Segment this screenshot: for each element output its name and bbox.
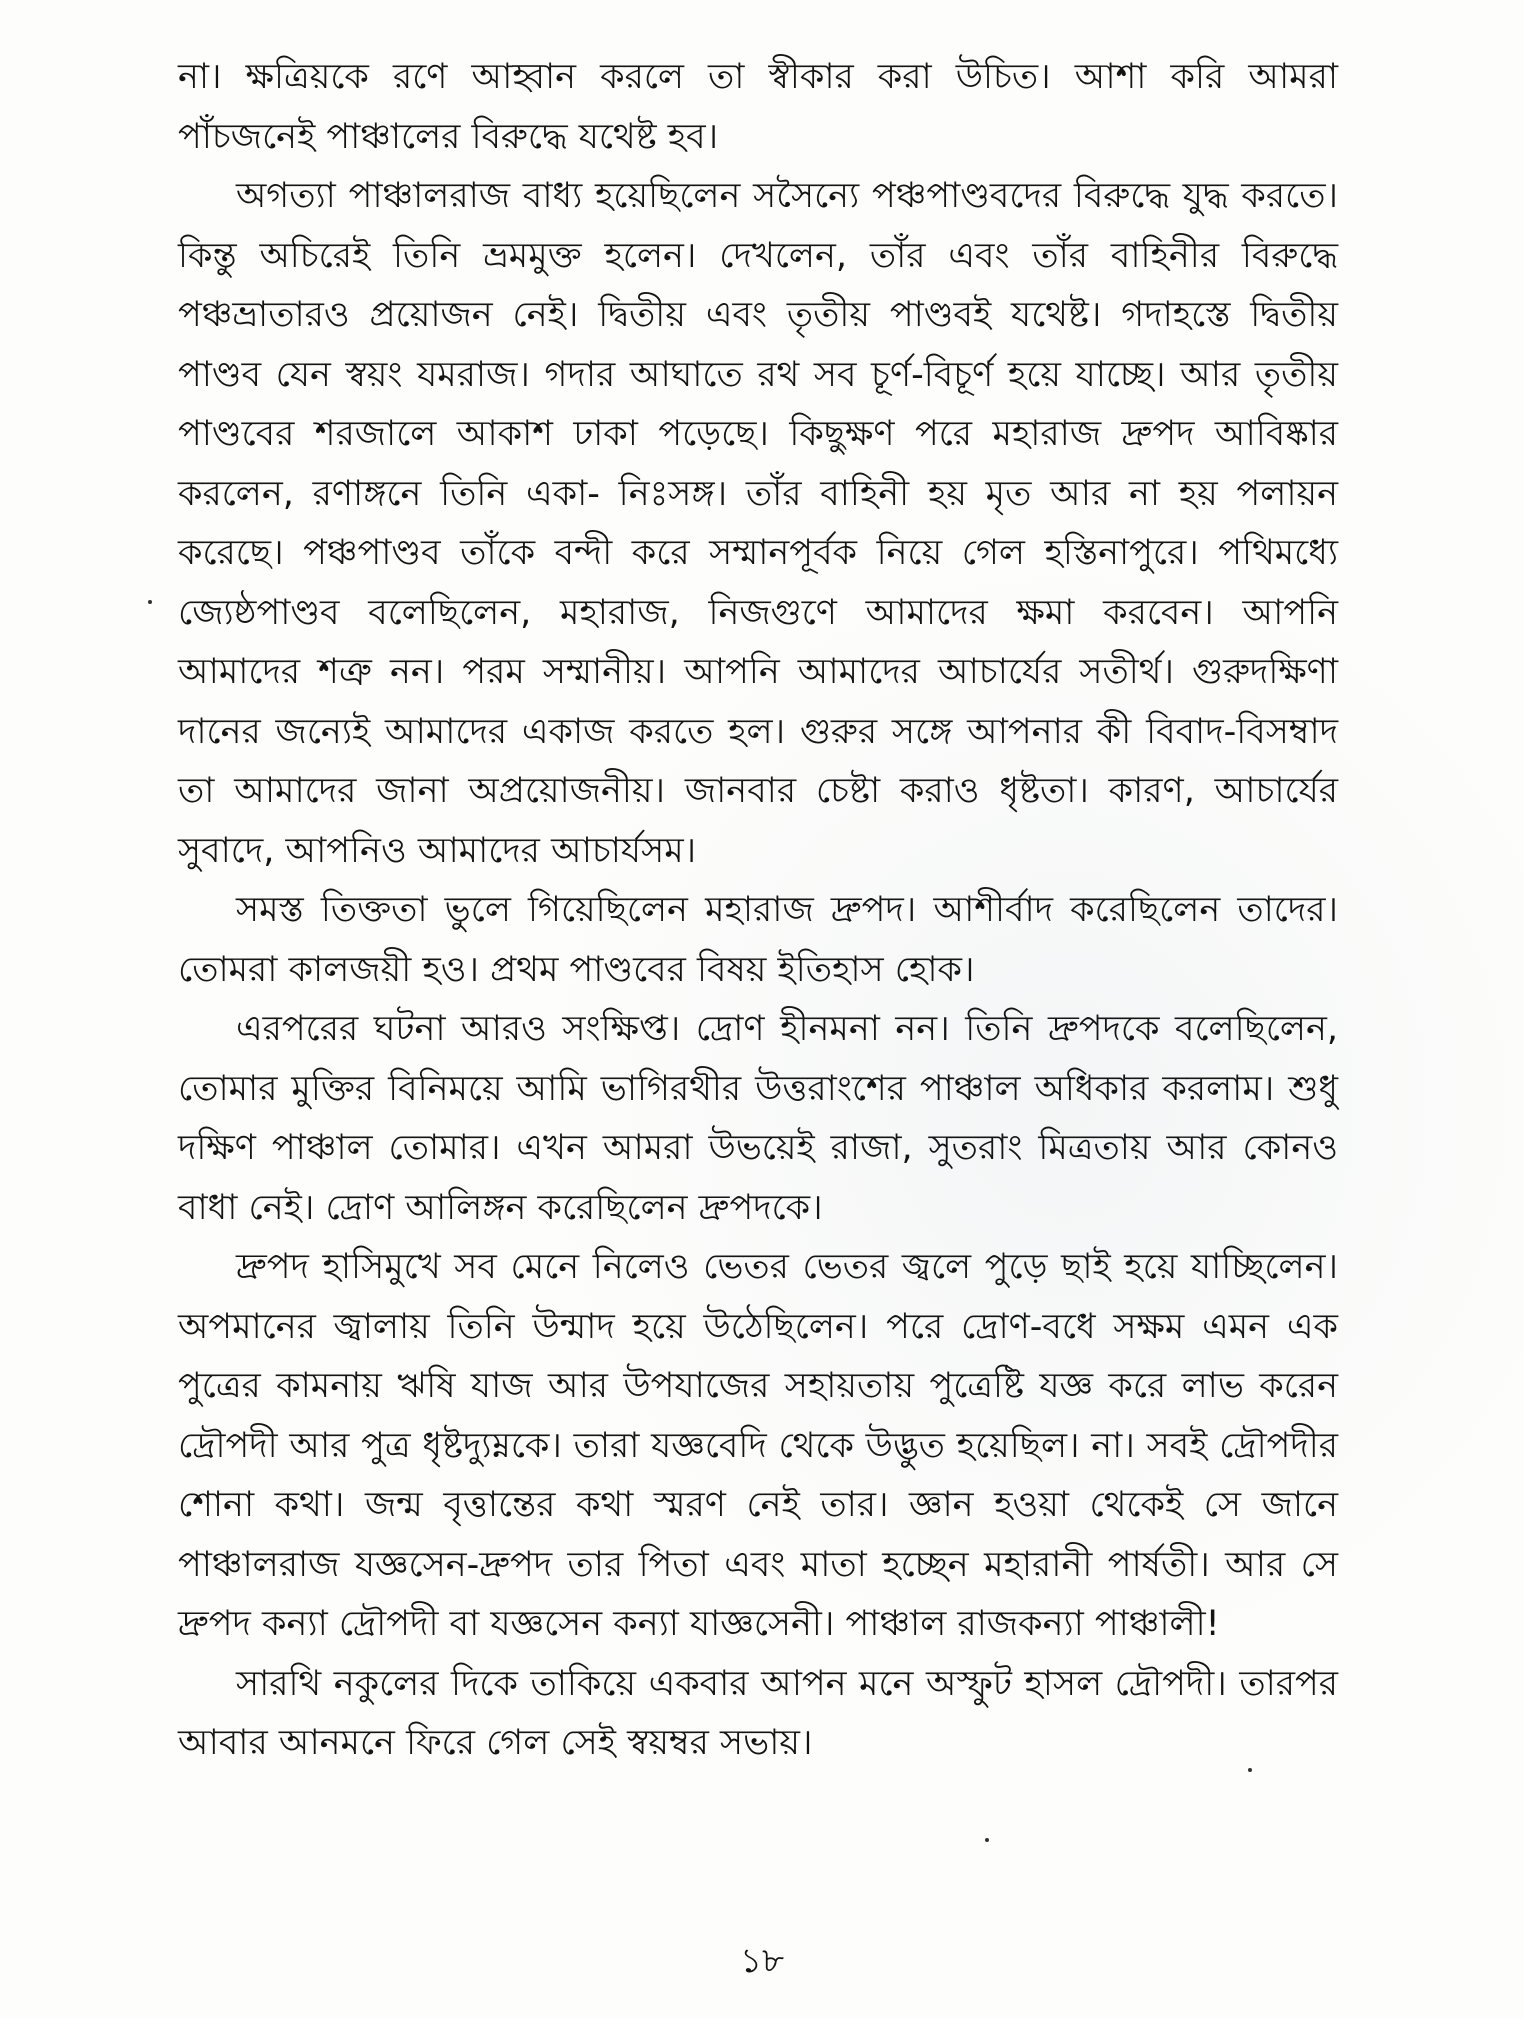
paragraph-5: দ্রুপদ হাসিমুখে সব মেনে নিলেও ভেতর ভেতর জ্বলে পুড়ে ছাই হয়ে যাচ্ছিলেন। অপমানের জ্বালায় তিনি উন্মাদ হয়ে উঠেছিলেন। পরে দ্রোণ-বধে সক্ষম এমন এক পুত্রের কামনায় ঋষি যাজ আর উপযাজের সহায়তায় পুত্রেষ্টি যজ্ঞ করে লাভ করেন দ্রৌপদী আর পুত্র ধৃষ্টদ্যুম্নকে। তারা যজ্ঞবেদি থেকে উদ্ভুত হয়েছিল। না। সবই দ্রৌপদীর শোনা কথা। জন্ম বৃত্তান্তের কথা স্মরণ নেই তার। জ্ঞান হওয়া থেকেই সে জানে পাঞ্চালরাজ যজ্ঞসেন-দ্রুপদ তার পিতা এবং মাতা হচ্ছেন মহারানী পার্ষতী। আর সে দ্রুপদ কন্যা দ্রৌপদী বা যজ্ঞসেন কন্যা যাজ্ঞসেনী। পাঞ্চাল রাজকন্যা পাঞ্চালী! xyxy=(178,1247,1338,1644)
scan-speck xyxy=(985,1838,989,1842)
paragraph-6: সারথি নকুলের দিকে তাকিয়ে একবার আপন মনে অস্ফুট হাসল দ্রৌপদী। তারপর আবার আনমনে ফিরে গেল সেই স্বয়ম্বর সভায়। xyxy=(178,1663,1338,1763)
scan-speck xyxy=(148,600,152,604)
paragraph-2: অগত্যা পাঞ্চালরাজ বাধ্য হয়েছিলেন সসৈন্যে পঞ্চপাণ্ডবদের বিরুদ্ধে যুদ্ধ করতে। কিন্তু অচিরেই তিনি ভ্রমমুক্ত হলেন। দেখলেন, তাঁর এবং তাঁর বাহিনীর বিরুদ্ধে পঞ্চভ্রাতারও প্রয়োজন নেই। দ্বিতীয় এবং তৃতীয় পাণ্ডবই যথেষ্ট। গদাহস্তে দ্বিতীয় পাণ্ডব যেন স্বয়ং যমরাজ। গদার আঘাতে রথ সব চূর্ণ-বিচূর্ণ হয়ে যাচ্ছে। আর তৃতীয় পাণ্ডবের শরজালে আকাশ ঢাকা পড়েছে। কিছুক্ষণ পরে মহারাজ দ্রুপদ আবিষ্কার করলেন, রণাঙ্গনে তিনি একা- নিঃসঙ্গ। তাঁর বাহিনী হয় মৃত আর না হয় পলায়ন করেছে। পঞ্চপাণ্ডব তাঁকে বন্দী করে সম্মানপূর্বক নিয়ে গেল হস্তিনাপুরে। পথিমধ্যে জ্যেষ্ঠপাণ্ডব বলেছিলেন, মহারাজ, নিজগুণে আমাদের ক্ষমা করবেন। আপনি আমাদের শত্রু নন। পরম সম্মানীয়। আপনি আমাদের আচার্যের সতীর্থ। গুরুদক্ষিণা দানের জন্যেই আমাদের একাজ করতে হল। গুরুর সঙ্গে আপনার কী বিবাদ-বিসম্বাদ তা আমাদের জানা অপ্রয়োজনীয়। জানবার চেষ্টা করাও ধৃষ্টতা। কারণ, আচার্যের সুবাদে, আপনিও আমাদের আচার্যসম। xyxy=(178,176,1338,871)
paragraph-3: সমস্ত তিক্ততা ভুলে গিয়েছিলেন মহারাজ দ্রুপদ। আশীর্বাদ করেছিলেন তাদের। তোমরা কালজয়ী হও। প্রথম পাণ্ডবের বিষয় ইতিহাস হোক। xyxy=(178,890,1338,990)
paragraph-4: এরপরের ঘটনা আরও সংক্ষিপ্ত। দ্রোণ হীনমনা নন। তিনি দ্রুপদকে বলেছিলেন, তোমার মুক্তির বিনিময়ে আমি ভাগিরথীর উত্তরাংশের পাঞ্চাল অধিকার করলাম। শুধু দক্ষিণ পাঞ্চাল তোমার। এখন আমরা উভয়েই রাজা, সুতরাং মিত্রতায় আর কোনও বাধা নেই। দ্রোণ আলিঙ্গন করেছিলেন দ্রুপদকে। xyxy=(178,1009,1338,1228)
page-number: ১৮ xyxy=(739,1941,785,1981)
scan-speck xyxy=(1248,1768,1252,1772)
paragraph-1: না। ক্ষত্রিয়কে রণে আহ্বান করলে তা স্বীকার করা উচিত। আশা করি আমরা পাঁচজনেই পাঞ্চালের বিরুদ্ধে যথেষ্ট হব। xyxy=(178,57,1338,157)
body-text xyxy=(178,48,1338,1774)
